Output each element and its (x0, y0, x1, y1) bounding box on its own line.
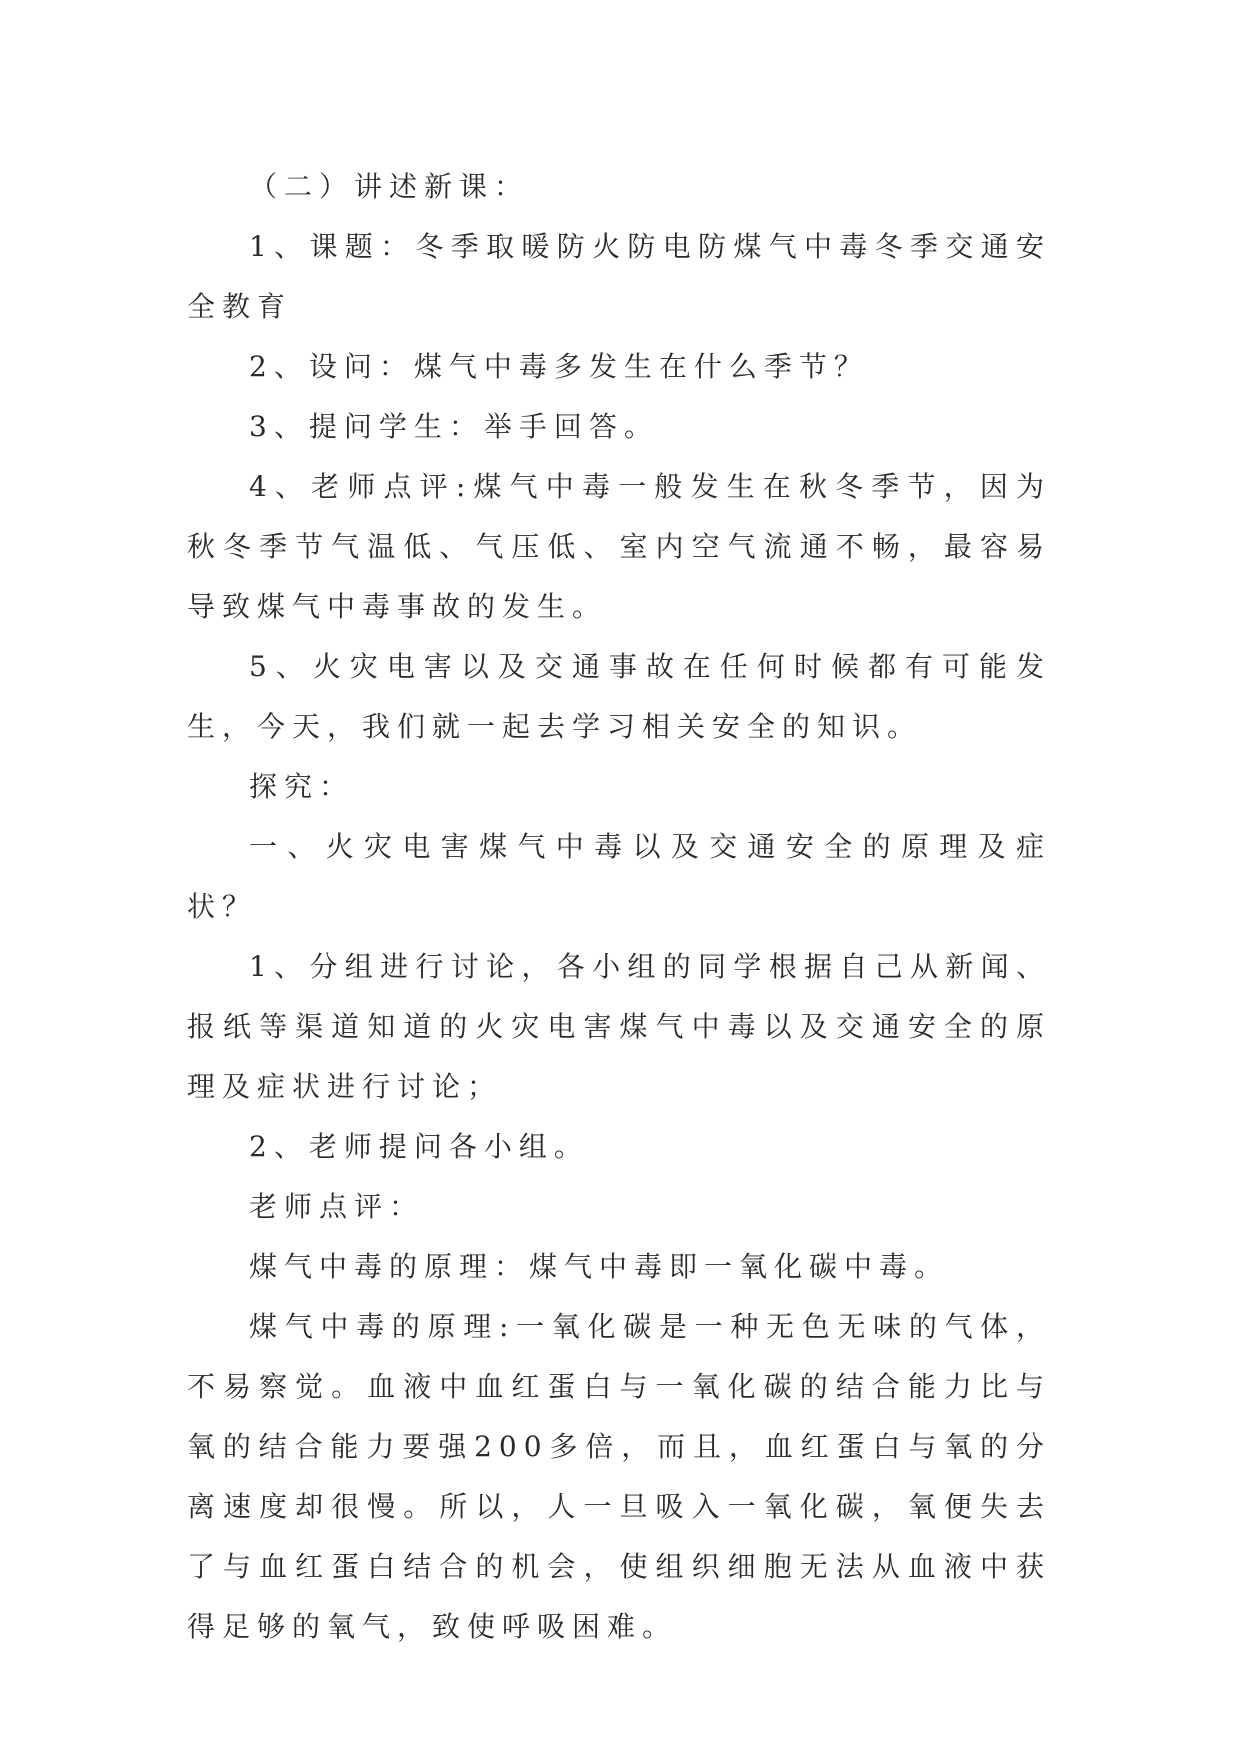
paragraph-teacher-review-label: 老师点评： (249, 1190, 425, 1223)
paragraph-principle-detail: 煤气中毒的原理:一氧化碳是一种无色无味的气体，不易察觉。血液中血红蛋白与一氧化碳的结合能力比与氧的结合能力要强200多倍，而且，血红蛋白与氧的分离速度却很慢。所以，人一旦吸入一氧化碳，氧便失去了与血红蛋白结合的机会，使组织细胞无法从血液中获得足够的氧气，致使呼吸困难。 (187, 1310, 1051, 1643)
paragraph-principle-summary: 煤气中毒的原理：煤气中毒即一氧化碳中毒。 (249, 1250, 950, 1283)
paragraph-question: 2、设问：煤气中毒多发生在什么季节？ (249, 350, 869, 383)
paragraph-topic: 1、课题：冬季取暖防火防电防煤气中毒冬季交通安全教育 (187, 230, 1051, 323)
paragraph-ask-students: 3、提问学生：举手回答。 (249, 410, 659, 443)
paragraph-explore-label: 探究： (249, 770, 355, 803)
paragraph-explore-question: 一、火灾电害煤气中毒以及交通安全的原理及症状？ (187, 830, 1051, 923)
paragraph-section-heading: （二）讲述新课： (249, 170, 530, 203)
paragraph-teacher-asks: 2、老师提问各小组。 (249, 1130, 589, 1163)
paragraph-group-discussion: 1、分组进行讨论，各小组的同学根据自己从新闻、报纸等渠道知道的火灾电害煤气中毒以及交通安全的原理及症状进行讨论； (187, 950, 1051, 1103)
document-body (187, 157, 1051, 1657)
paragraph-intro: 5、火灾电害以及交通事故在任何时候都有可能发生，今天，我们就一起去学习相关安全的知识。 (187, 650, 1051, 743)
paragraph-teacher-comment: 4、老师点评:煤气中毒一般发生在秋冬季节，因为秋冬季节气温低、气压低、室内空气流通不畅，最容易导致煤气中毒事故的发生。 (187, 470, 1051, 623)
